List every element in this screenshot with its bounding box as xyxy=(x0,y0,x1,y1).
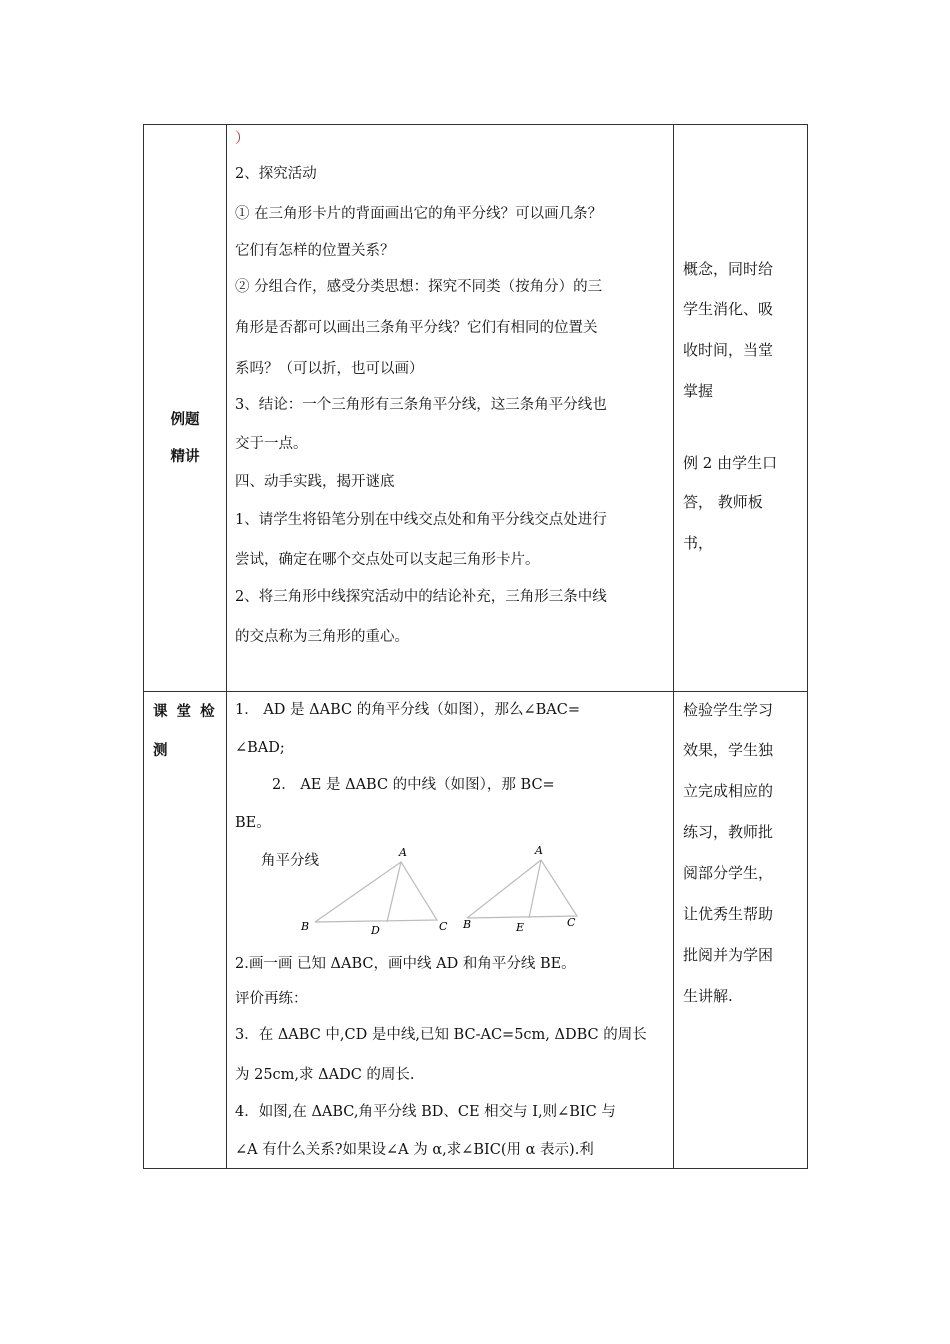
notes-cell-example xyxy=(674,125,808,692)
fig1-label-b: B xyxy=(301,920,310,933)
fig2-label-b: B xyxy=(463,918,472,931)
note-line: 掌握 xyxy=(683,382,714,400)
notes-cell-check xyxy=(674,692,808,1169)
note-line: 批阅并为学困 xyxy=(683,946,774,964)
triangle-figures xyxy=(227,840,672,940)
triangle-abd-figure xyxy=(315,862,437,922)
question-4-line: 3．在 ΔABC 中,CD 是中线,已知 BC-AC=5cm, ΔDBC 的周长 xyxy=(235,1027,647,1043)
question-2-line: 2． AE 是 ΔABC 的中线（如图），那 BC= xyxy=(272,777,555,793)
text-line: 尝试，确定在哪个交点处可以支起三角形卡片。 xyxy=(235,552,540,568)
question-2-line: BE。 xyxy=(235,815,271,831)
lesson-plan-table xyxy=(143,124,808,1169)
note-line: 概念，同时给 xyxy=(683,260,774,278)
question-1-line: 1． AD 是 ΔABC 的角平分线（如图），那么∠BAC= xyxy=(235,702,580,718)
row-label-check xyxy=(144,692,227,1169)
content-cell-check xyxy=(227,692,674,1169)
note-line: 书， xyxy=(683,534,714,552)
text-line: 角形是否都可以画出三条角平分线？它们有相同的位置关 xyxy=(235,320,598,336)
text-line: 的交点称为三角形的重心。 xyxy=(235,629,409,645)
note-line: 立完成相应的 xyxy=(683,782,774,800)
text-line: 它们有怎样的位置关系？ xyxy=(235,243,395,259)
text-line: 交于一点。 xyxy=(235,436,308,452)
text-line: ② 分组合作，感受分类思想：探究不同类（按角分）的三 xyxy=(235,279,603,295)
note-line: 效果，学生独 xyxy=(683,741,774,759)
figure-caption: 角平分线 xyxy=(261,853,319,869)
question-5-line: ∠A 有什么关系?如果设∠A 为 α,求∠BIC(用 α 表示).利 xyxy=(235,1142,594,1158)
note-line: 生讲解. xyxy=(683,987,733,1005)
fig1-label-a: A xyxy=(399,846,407,859)
note-line: 收时间，当堂 xyxy=(683,341,774,359)
table-row-check xyxy=(144,692,808,1169)
fig2-label-c: C xyxy=(567,916,576,929)
review-heading: 评价再练： xyxy=(235,991,308,1007)
row-label-example xyxy=(144,125,227,692)
triangle-abe-figure xyxy=(467,860,577,918)
note-line: 检验学生学习 xyxy=(683,701,774,719)
text-line: 四、动手实践，揭开谜底 xyxy=(235,474,395,490)
fig2-label-a: A xyxy=(535,844,543,857)
label-line: 精讲 xyxy=(170,449,200,465)
text-line: 3、结论：一个三角形有三条角平分线，这三条角平分线也 xyxy=(235,397,607,413)
content-cell-example xyxy=(227,125,674,692)
text-line: 1、请学生将铅笔分别在中线交点处和角平分线交点处进行 xyxy=(235,512,607,528)
note-line: 答， 教师板 xyxy=(683,493,763,511)
text-line: ① 在三角形卡片的背面画出它的角平分线？可以画几条？ xyxy=(235,206,603,222)
table-row-example xyxy=(144,125,808,692)
note-line: 练习，教师批 xyxy=(683,823,774,841)
label-line: 课 堂 检 xyxy=(153,704,217,720)
note-line: 例 2 由学生口 xyxy=(683,454,778,472)
fig1-label-d: D xyxy=(371,924,380,937)
note-line: 让优秀生帮助 xyxy=(683,905,774,923)
text-line: 2、探究活动 xyxy=(235,166,317,182)
note-line: 学生消化、吸 xyxy=(683,300,774,318)
note-line: 阅部分学生， xyxy=(683,864,774,882)
question-5-line: 4．如图,在 ΔABC,角平分线 BD、CE 相交与 I,则∠BIC 与 xyxy=(235,1104,616,1120)
label-line: 例题 xyxy=(170,412,200,428)
fig2-label-e: E xyxy=(516,921,525,934)
text-line: 系吗？（可以折，也可以画） xyxy=(235,361,424,377)
label-line: 测 xyxy=(153,743,168,759)
fig1-label-c: C xyxy=(439,920,448,933)
question-1-line: ∠BAD; xyxy=(235,740,285,756)
text-line: 2、将三角形中线探究活动中的结论补充，三角形三条中线 xyxy=(235,589,607,605)
question-3-line: 2.画一画 已知 ΔABC，画中线 AD 和角平分线 BE。 xyxy=(235,956,576,972)
text-line: ） xyxy=(235,131,250,147)
question-4-line: 为 25cm,求 ΔADC 的周长. xyxy=(235,1067,415,1083)
